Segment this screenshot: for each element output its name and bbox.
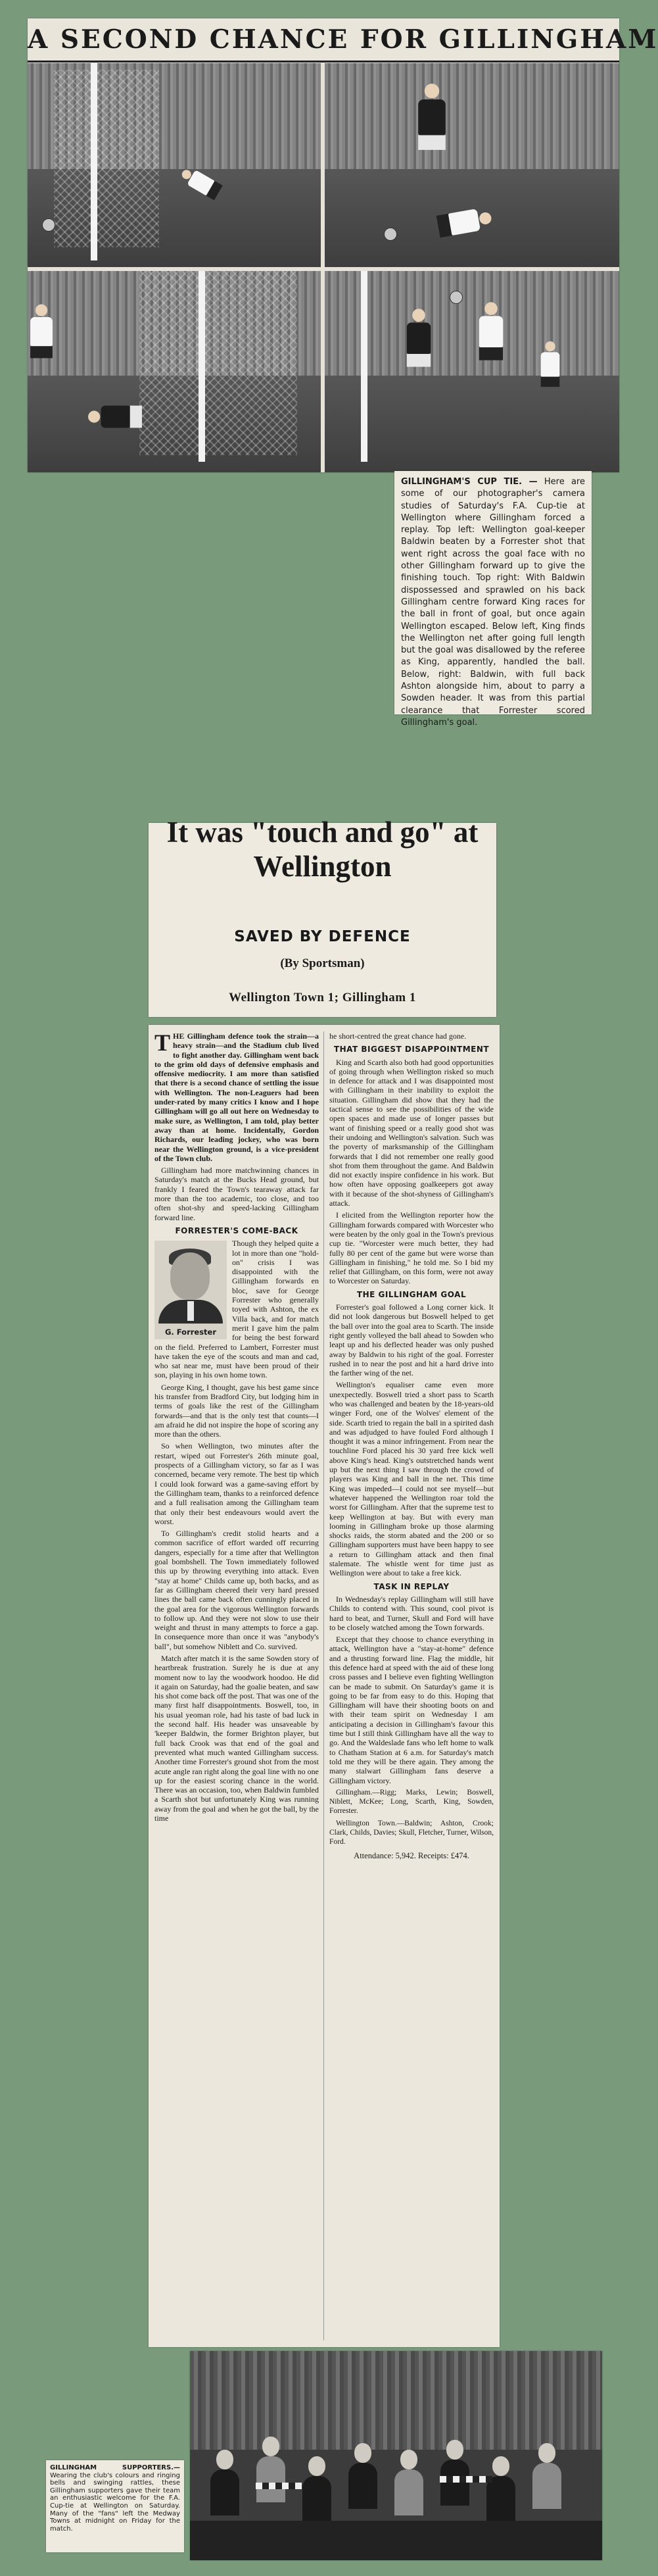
scarf-icon: [256, 2483, 302, 2489]
subheading: FORRESTER'S COME-BACK: [175, 1226, 298, 1235]
photo-clipping: [28, 18, 658, 472]
article-column-left: [154, 1031, 319, 1825]
article-paragraph: George King, I thought, gave his best game since his transfer from Bradford City, but lodging him in terms of goals like the rest of the Gillingham forwards—and that is the only test that counts—I am afraid he did not inspire the hope of scoring any more than the others.: [154, 1382, 319, 1439]
goal-post: [361, 271, 367, 462]
background-crowd: [190, 2351, 602, 2450]
diving-player-figure: [88, 406, 142, 428]
supporter-figure: [216, 2450, 239, 2515]
subheading: TASK IN REPLAY: [373, 1581, 450, 1591]
photo-bottom-right: [325, 271, 619, 472]
photo-caption-box: [394, 471, 592, 728]
supporter-figure: [262, 2437, 285, 2502]
goalkeeper-figure: [479, 302, 503, 360]
article-paragraph: Except that they choose to chance everything in attack, Wellington have a "stay-at-home" defence and a thrusting forward line. Flag the middle, hit this defence hard at speed with the aid of these long cross passes and I believe even fighting Wellington can be made to submit. On Saturday's game it is going to be far from easy to do this. Hoping that Gillingham will have their shooting boots on and with their team spirit on Wednesday I am anticipating a decision in Gillingham's favour this time but I still think Gillingham have all the way to go. And the Waldeslade fans who left home to walk to Chatham Station at 6 a.m. for Saturday's match told me they will be there again. They among the many stalwart Gillingham fans deserve a Gillingham victory.: [329, 1635, 494, 1785]
ball-icon: [384, 228, 397, 241]
goal-net: [54, 70, 159, 247]
article-paragraph: he short-centred the great chance had gone.: [329, 1031, 467, 1041]
caption-body: Here are some of our photographer's camera studies of Saturday's F.A. Cup-tie at Wellington where Gillingham forced a replay. Top left: Wellington goal-keeper Baldwin beaten by a Forrester shot that went right across the goal face with no other Gillingham forward up to give the finishing touch. Top right: With Baldwin dispossessed and sprawled on his back Gillingham centre forward King races for the ball in front of goal, but once again Wellington escaped. Below left, King finds the Wellington net after going full length but the goal was disallowed by the referee as King, apparently, handled the ball. Below, right: Baldwin, with full back Ashton alongside him, about to parry a Sowden header. It was from this partial clearance that Forrester scored Gillingham's goal.: [401, 477, 585, 728]
caption-lead: GILLINGHAM'S CUP TIE. —: [401, 477, 538, 487]
portrait-caption: G. Forrester: [164, 1327, 217, 1337]
attendance-line: Attendance: 5,942. Receipts: £474.: [354, 1850, 469, 1860]
report-headline: It was "touch and go" at Wellington: [166, 816, 479, 883]
byline: (By Sportsman): [280, 956, 365, 970]
photo-bottom-left: [28, 271, 321, 472]
player-figure: [418, 84, 446, 150]
article-paragraph: To Gillingham's credit stolid hearts and a common sacrifice of effort warded off recurring dangers, especially for a time after that Wellington goal bombshell. The Town immediately followed this up by throwing everything into attack. Even "stay at home" Childs came up, both backs, and as far as Gillingham cheered their very hard pressed lines the ball came back often cunningly placed in the goal area for the vigorous Wellington forwards to follow up. And they were not slow to use their weight and thrust in many attempts to force a gap. In consequence more than once it was "anybody's ball", but somehow Niblett and Co. survived.: [154, 1529, 319, 1651]
article-paragraph: Though they helped quite a lot in more than one "hold-on" crisis I was disappointed with the Gillingham forwards en bloc, save for George Forrester who generally toyed with Ashton, the ex Villa back, and for match merit I gave him the palm for being the best forward on the field. Preferred to Lambert, Forrester must have taken the eye of the scouts and man and cad, who sat near me, must have been proud of their son, playing in his own home town.: [154, 1239, 319, 1380]
article-clipping: [149, 1025, 500, 2347]
photo-top-left: [28, 63, 321, 267]
team-lineup-wellington: Wellington Town.—Baldwin; Ashton, Crook; Clark, Childs, Davies; Skull, Fletcher, Turner, Wilson, Ford.: [329, 1819, 494, 1846]
scarf-icon: [440, 2476, 492, 2483]
supporter-figure: [308, 2456, 331, 2522]
supporters-caption-body: Wearing the club's colours and ringing bells and swinging rattles, these Gillingham supporters gave their team an enthusiastic welcome for the F.A. Cup-tie at Wellington on Saturday. Many of the "fans" left the Medway Towns at midnight on Friday for the match.: [50, 2471, 180, 2533]
article-paragraph: So when Wellington, two minutes after the restart, wiped out Forrester's 26th minute goal, prospects of a Gillingham victory, so far as I was concerned, became very remote. The best tip which I could look forward was a game-saving effort by the Gillingham team, thanks to a reinforced defence and a full realisation among the Gillingham team that only their best endeavours would avert the worst.: [154, 1441, 319, 1526]
player-figure: [407, 309, 431, 366]
team-lineup-gillingham: Gillingham.—Rigg; Marks, Lewin; Boswell, Niblett, McKee; Long, Scarth, King, Sowden, Forrester.: [329, 1788, 494, 1816]
supporters-caption-box: [46, 2460, 184, 2552]
supporters-photo: [190, 2351, 602, 2560]
supporter-figure: [446, 2440, 469, 2506]
article-paragraph: In Wednesday's replay Gillingham will still have Childs to contend with. This sound, cool pivot is hard to beat, and Turner, Skull and Ford will have to be closely watched among the Town forwards.: [329, 1594, 494, 1632]
article-paragraph: Match after match it is the same Sowden story of heartbreak frustration. Surely he is due at any moment now to lay the woodwork hoodoo. He did it again on Saturday, had the goalie beaten, and saw his shot come back off the post. That was one of the many first half disappointments. Boswell, too, in his usual yeoman role, had his taste of bad luck in the second half. His header was unsaveable by 'keeper Baldwin, the former Brighton player, but full back Crook was that end of the goal and prevented what much wanted Gillingham success. Another time Forrester's ground shot from the most acute angle ran right along the goal line with no one up for the easiest scoring chance in the world. There was an occasion, too, when Baldwin fumbled a Scarth shot but unfortunately King was running away from the goal and when he got the ball, by the time: [154, 1654, 319, 1823]
player-figure: [541, 341, 560, 387]
photo-top-right: [325, 63, 619, 267]
article-paragraph: Forrester's goal followed a Long corner kick. It did not look dangerous but Boswell helped to get the ball over into the goal area to Scarth. The inside right gently volleyed the ball ahead to Sowden who leapt up and his deflected header was only pushed away by Baldwin to his right of the goal. Forrester rushed in to near the post and hit a hard drive into the farther wing of the net.: [329, 1302, 494, 1378]
supporter-figure: [492, 2456, 515, 2522]
goal-post: [199, 271, 205, 462]
dropcap: T: [154, 1029, 171, 1056]
forrester-portrait: [154, 1241, 227, 1339]
report-subheadline: SAVED BY DEFENCE: [234, 928, 411, 945]
supporters-caption: [50, 2464, 180, 2533]
crowd-texture: [325, 271, 619, 376]
report-headline-clipping: [149, 816, 496, 1017]
clipping-headline: A SECOND CHANCE FOR GILLINGHAM: [28, 18, 619, 62]
article-paragraph: King and Scarth also both had good opportunities of going through when Wellington risked so much in defence for attack and I was disappointed most with Gillingham in their inability to exploit the situation. Gillingham did show that they had the tactical sense to see the possibilities of the wide open spaces and made use of longer passes but want of finishing speed or a really good shot was their undoing and Wellington's salvation. Such was the poverty of marksmanship of the Gillingham forwards that I did not remember one really good shot from them throughout the game. And Baldwin did not exactly inspire confidence in his work. But how often have opposing goalkeepers got away with it because of the shot-shyness of Gillingham's attack.: [329, 1057, 494, 1208]
supporter-figure: [400, 2450, 423, 2515]
article-intro: THE Gillingham defence took the strain—a heavy strain—and the Stadium club lived to fight another day. Gillingham went back to the grim old days of defensive emphasis and offensive mediocrity. I am more than satisfied that there is a second chance of settling the issue with Wellington. The non-Leaguers had been under-rated by many critics I know and I hope Gillingham will go all out here on Wednesday to make sure, as Wellington, I am told, play better away than at home. Incidentally, Gordon Richards, our leading jockey, who was born near the Wellington ground, is a vice-president of the Town club.: [154, 1029, 319, 1163]
article-column-right: [329, 1031, 494, 1860]
article-paragraph: Wellington's equaliser came even more unexpectedly. Boswell tried a short pass to Scarth who was challenged and beaten by the 18-years-old winger Ford, one of the Wolves' element of the side. Scarth tried to regain the ball in a spirited dash and was adjudged to have fouled Ford although I thought it was a minor infringement. From near the touchline Ford placed his 30 yard free kick well above King's head. King's outstretched hands went up but the next thing I saw through the crowd of players was King and ball in the net. This time King was impeded—I could not see myself—but whatever happened the Wellington roar told the worst for Gillingham. After that the supreme test to keep Wellington at bay. But with every man looming in Gillingham broke up those alarming shocks raids, the storm abated and the 200 or so Gillingham supporters must have been happy to see a return to Gillingham attack and then final stalemate. The whistle went for time just as Wellington were about to take a free kick.: [329, 1380, 494, 1578]
article-paragraph: I elicited from the Wellington reporter how the Gillingham forwards compared with Worcester who were beaten by the only goal in the Town's previous cup tie. "Worcester were much better, they had fully 80 per cent of the game but were worse than Gillingham in finishing," he told me. So I bid my relief that Gillingham, on this form, were not away to Worcester on Saturday.: [329, 1210, 494, 1286]
subheading: THAT BIGGEST DISAPPOINTMENT: [333, 1045, 490, 1054]
ball-icon: [42, 218, 55, 232]
photo-caption: [401, 476, 585, 729]
player-figure: [30, 305, 53, 359]
ball-icon: [450, 291, 463, 304]
supporter-figure: [538, 2443, 561, 2509]
goal-post: [91, 63, 97, 260]
goal-net: [139, 271, 297, 455]
score-line: Wellington Town 1; Gillingham 1: [229, 991, 416, 1004]
pitch-texture: [325, 376, 619, 472]
foreground-shadow: [190, 2521, 602, 2560]
supporter-figure: [354, 2443, 377, 2509]
crowd-texture: [325, 63, 619, 169]
column-divider: [323, 1031, 324, 2341]
supporters-caption-lead: GILLINGHAM SUPPORTERS.—: [50, 2464, 180, 2471]
subheading: THE GILLINGHAM GOAL: [356, 1289, 467, 1299]
article-paragraph: Gillingham had more matchwinning chances in Saturday's match at the Bucks Head ground, but frankly I feared the Town's tearaway attack far more than the too academic, too close, and too often shot-shy and speed-lacking Gillingham forward line.: [154, 1166, 319, 1222]
